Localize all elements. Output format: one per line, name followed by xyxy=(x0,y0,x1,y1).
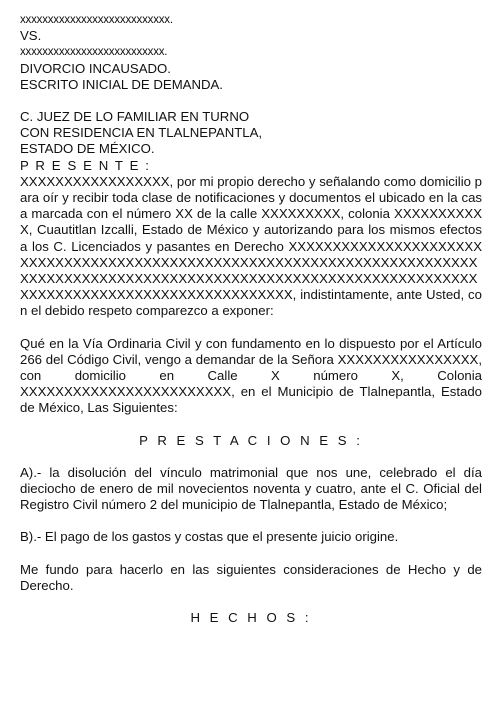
claim-paragraph: Qué en la Vía Ordinaria Civil y con fundamento en lo dispuesto por el Artículo 266 del Código Civil, vengo a demandar de la Señora XXXXXXXXXXXXXXXX, con domicilio en Calle X número X, Colonia XXXXXXXXXXXXXXXXXXXXXXXX, en el Municipio de Tlalnepantla, Estado de México, Las Siguientes: xyxy=(20,335,482,416)
addressee-state: ESTADO DE MÉXICO. xyxy=(20,141,155,157)
case-party-1: xxxxxxxxxxxxxxxxxxxxxxxxxxx. xyxy=(20,14,173,26)
hechos-heading: H E C H O S : xyxy=(190,610,312,626)
spacer xyxy=(20,320,482,336)
case-type: DIVORCIO INCAUSADO. xyxy=(20,60,171,76)
spacer xyxy=(20,93,482,109)
versus-label: VS. xyxy=(20,28,42,44)
case-party-2: xxxxxxxxxxxxxxxxxxxxxxxxxx. xyxy=(20,46,168,59)
spacer xyxy=(20,513,482,529)
document-page xyxy=(20,12,482,626)
prestaciones-heading: P R E S T A C I O N E S : xyxy=(139,432,363,448)
addressee-judge: C. JUEZ DE LO FAMILIAR EN TURNO xyxy=(20,109,250,125)
spacer xyxy=(20,546,482,562)
addressee-residence: CON RESIDENCIA EN TLALNEPANTLA, xyxy=(20,125,263,141)
prestacion-a: A).- la disolución del vínculo matrimonial que nos une, celebrado el día dieciocho de enero de mil novecientos noventa y cuatro, ante el C. Oficial del Registro Civil número 2 del municipio de Tlalnepantla, Estado de México; xyxy=(20,464,482,513)
spacer xyxy=(20,594,482,610)
spacer xyxy=(20,417,482,433)
presente-label: P R E S E N T E : xyxy=(20,157,151,173)
spacer xyxy=(20,449,482,465)
document-type: ESCRITO INICIAL DE DEMANDA. xyxy=(20,76,223,92)
prestacion-b: B).- El pago de los gastos y costas que el presente juicio origine. xyxy=(20,529,399,545)
fundamento-paragraph: Me fundo para hacerlo en las siguientes consideraciones de Hecho y de Derecho. xyxy=(20,561,482,593)
intro-paragraph: XXXXXXXXXXXXXXXXX, por mi propio derecho y señalando como domicilio para oír y recibir toda clase de notificaciones y documentos el ubicado en la casa marcada con el número XX de la calle XXXXXXXXX, colonia XXXXXXXXXXX, Cuautitlan Izcalli, Estado de México y autorizando para los mismos efectos a los C. Licenciados y pasantes en Derecho XXXXXXXXXXXXXXXXXXXXXXXXXXXXXXXXXXXXXXXXXXXXXXXXXXXXXXXXXXXXXXXXXXXXXXXXXXXXXXXXXXXXXXXXXXXXXXXXXXXXXXXXXXXXXXXXXXXXXXXXXXXXXXXXXXXXXXXXXXXXXXXXXXXXXXXXXXXXX, indistintamente, ante Usted, con el debido respeto comparezco a exponer: xyxy=(20,173,482,319)
